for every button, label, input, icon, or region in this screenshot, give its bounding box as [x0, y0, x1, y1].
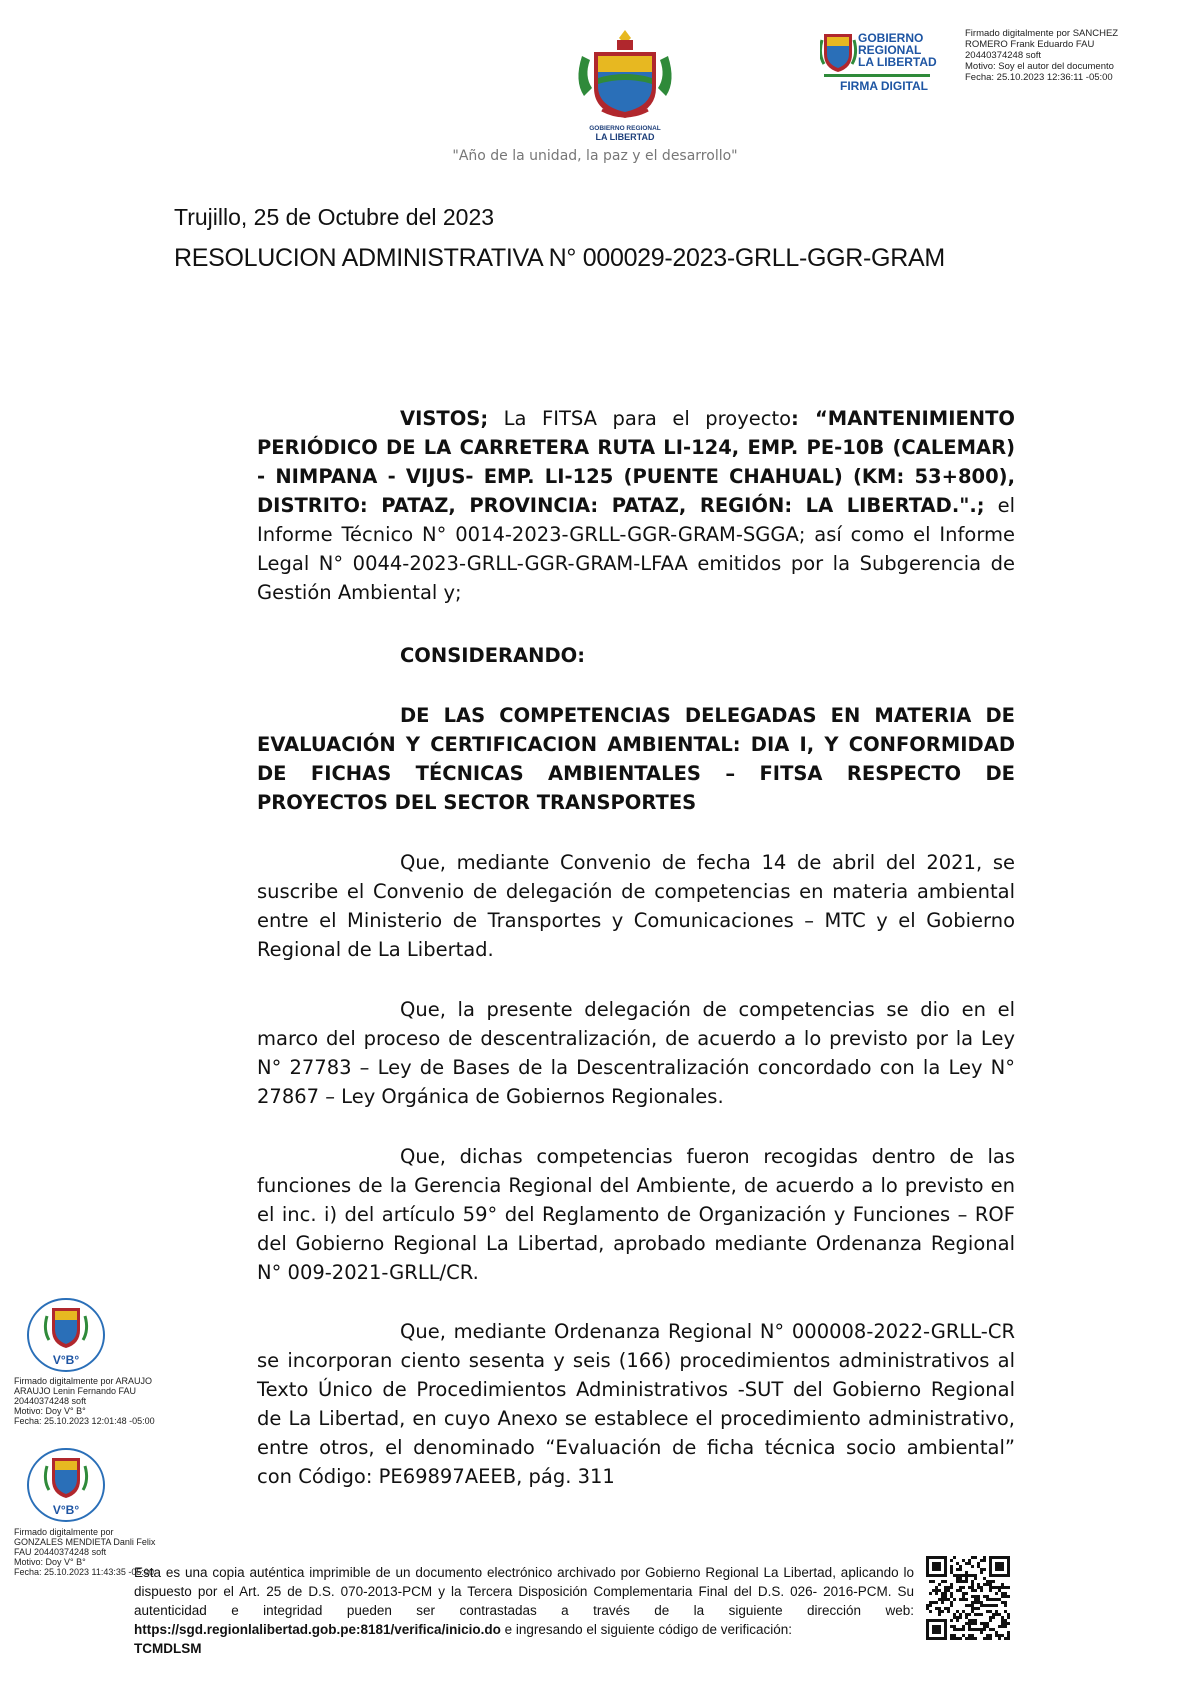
qr-module	[992, 1598, 995, 1601]
qr-module	[950, 1586, 953, 1589]
qr-module	[1007, 1616, 1010, 1619]
signature-line: Motivo: Soy el autor del documento	[965, 61, 1114, 72]
qr-module	[980, 1559, 983, 1562]
qr-module	[989, 1583, 992, 1586]
firma-digital-logo	[820, 28, 970, 96]
qr-module	[983, 1595, 986, 1598]
qr-module	[947, 1589, 950, 1592]
body-paragraph-1: Que, mediante Convenio de fecha 14 de abril del 2021, se suscribe el Convenio de delegación de competencias en materia ambiental entre el Ministerio de Transportes y Comunicaciones – MTC y el Gobierno Regional de La Libertad.	[257, 851, 1015, 961]
qr-module	[944, 1586, 947, 1589]
qr-module	[986, 1604, 989, 1607]
qr-module	[977, 1628, 980, 1631]
vobo-label: V°B°	[52, 1353, 80, 1367]
qr-module	[965, 1571, 968, 1574]
qr-module	[944, 1592, 947, 1595]
qr-module	[932, 1601, 935, 1604]
qr-module	[986, 1610, 989, 1613]
qr-module	[977, 1583, 980, 1586]
qr-module	[965, 1598, 968, 1601]
qr-module	[950, 1604, 953, 1607]
qr-module	[944, 1607, 947, 1610]
qr-module	[992, 1616, 995, 1619]
qr-module	[968, 1628, 971, 1631]
digital-signature-info	[965, 28, 1165, 83]
qr-module	[950, 1637, 953, 1640]
qr-module	[989, 1604, 992, 1607]
qr-module	[1001, 1634, 1004, 1637]
qr-module	[953, 1613, 956, 1616]
qr-module	[980, 1604, 983, 1607]
body-paragraph-2: Que, la presente delegación de competencias se dio en el marco del proceso de descentralización, de acuerdo a lo previsto por la Ley N° 27783 – Ley de Bases de la Descentralización concordado con la Ley N° 27867 – Ley Orgánica de Gobiernos Regionales.	[257, 998, 1015, 1108]
qr-module	[986, 1583, 989, 1586]
qr-module	[962, 1610, 965, 1613]
date-line: Trujillo, 25 de Octubre del 2023	[174, 204, 495, 230]
body-paragraph-3: Que, dichas competencias fueron recogidas dentro de las funciones de la Gerencia Regional del Ambiente, de acuerdo a lo previsto en el inc. i) del artículo 59° del Reglamento de Organización y Funciones – ROF del Gobierno Regional La Libertad, aprobado mediante Ordenanza Regional N° 009-2021-GRLL/CR.	[257, 1145, 1015, 1284]
qr-module	[968, 1559, 971, 1562]
qr-module	[971, 1637, 974, 1640]
qr-module	[1007, 1637, 1010, 1640]
qr-module	[968, 1574, 971, 1577]
qr-module	[995, 1586, 998, 1589]
qr-module	[977, 1601, 980, 1604]
qr-module	[968, 1604, 971, 1607]
qr-module	[986, 1637, 989, 1640]
qr-finder	[932, 1562, 941, 1571]
qr-module	[1004, 1625, 1007, 1628]
qr-module	[1001, 1619, 1004, 1622]
qr-module	[992, 1580, 995, 1583]
signature-line: ROMERO Frank Eduardo FAU	[965, 39, 1095, 50]
qr-module	[971, 1619, 974, 1622]
qr-module	[953, 1625, 956, 1628]
qr-module	[953, 1574, 956, 1577]
qr-module	[1004, 1592, 1007, 1595]
qr-module	[968, 1586, 971, 1589]
qr-module	[995, 1604, 998, 1607]
considerando-heading: CONSIDERANDO:	[400, 644, 586, 667]
verification-code: TCMDLSM	[134, 1641, 202, 1656]
vistos-label: VISTOS;	[400, 407, 489, 430]
qr-module	[959, 1574, 962, 1577]
qr-module	[995, 1592, 998, 1595]
qr-module	[983, 1577, 986, 1580]
qr-module	[956, 1577, 959, 1580]
qr-module	[1007, 1613, 1010, 1616]
regional-crest-logo	[572, 26, 678, 144]
qr-module	[959, 1589, 962, 1592]
qr-module	[971, 1595, 974, 1598]
qr-module	[971, 1580, 974, 1583]
qr-module	[941, 1610, 944, 1613]
qr-module	[944, 1589, 947, 1592]
signature-line: 20440374248 soft	[965, 50, 1042, 61]
qr-module	[983, 1625, 986, 1628]
qr-module	[998, 1598, 1001, 1601]
qr-module	[974, 1619, 977, 1622]
qr-module	[983, 1604, 986, 1607]
qr-module	[977, 1565, 980, 1568]
qr-module	[992, 1586, 995, 1589]
qr-module	[983, 1568, 986, 1571]
qr-module	[956, 1610, 959, 1613]
qr-module	[959, 1577, 962, 1580]
qr-module	[998, 1634, 1001, 1637]
qr-module	[941, 1592, 944, 1595]
crest-caption-2: LA LIBERTAD	[595, 132, 655, 142]
qr-module	[995, 1631, 998, 1634]
qr-module	[950, 1625, 953, 1628]
verification-url[interactable]: https://sgd.regionlalibertad.gob.pe:8181/verifica/inicio.do	[134, 1622, 501, 1637]
qr-module	[986, 1625, 989, 1628]
sig-logo-line3: LA LIBERTAD	[858, 55, 937, 69]
vobo-stamp-1-info: Firmado digitalmente por ARAUJO ARAUJO Lenin Fernando FAU 20440374248 soft Motivo: Doy V° B° Fecha: 25.10.2023 12:01:48 -05:00	[14, 1376, 155, 1426]
qr-module	[971, 1607, 974, 1610]
qr-module	[1001, 1595, 1004, 1598]
qr-module	[1004, 1586, 1007, 1589]
qr-module	[995, 1598, 998, 1601]
qr-module	[968, 1619, 971, 1622]
qr-module	[983, 1622, 986, 1625]
qr-module	[998, 1613, 1001, 1616]
qr-module	[1001, 1601, 1004, 1604]
qr-module	[953, 1637, 956, 1640]
qr-module	[989, 1616, 992, 1619]
qr-module	[962, 1574, 965, 1577]
qr-module	[974, 1622, 977, 1625]
qr-module	[950, 1568, 953, 1571]
qr-module	[968, 1562, 971, 1565]
qr-module	[959, 1616, 962, 1619]
vistos-text-2: el Informe Técnico N° 0014-2023-GRLL-GGR-GRAM-SGGA; así como el Informe Legal N° 0044-2023-GRLL-GGR-GRAM-LFAA emitidos por la Subgerencia de Gestión Ambiental y;	[257, 494, 1015, 604]
qr-module	[935, 1586, 938, 1589]
qr-module	[956, 1580, 959, 1583]
qr-module	[962, 1595, 965, 1598]
qr-module	[977, 1595, 980, 1598]
sig-logo-line1: GOBIERNO	[858, 31, 924, 45]
qr-module	[986, 1634, 989, 1637]
qr-code	[926, 1556, 1010, 1640]
qr-module	[1004, 1601, 1007, 1604]
qr-module	[1007, 1586, 1010, 1589]
qr-module	[1001, 1592, 1004, 1595]
year-motto: "Año de la unidad, la paz y el desarrollo"	[452, 148, 738, 164]
qr-module	[974, 1628, 977, 1631]
qr-module	[950, 1583, 953, 1586]
qr-module	[1004, 1610, 1007, 1613]
qr-module	[980, 1628, 983, 1631]
qr-module	[1007, 1622, 1010, 1625]
qr-module	[998, 1589, 1001, 1592]
qr-module	[938, 1613, 941, 1616]
qr-module	[1007, 1595, 1010, 1598]
qr-module	[962, 1586, 965, 1589]
qr-module	[953, 1634, 956, 1637]
qr-module	[962, 1628, 965, 1631]
qr-module	[947, 1586, 950, 1589]
qr-module	[971, 1556, 974, 1559]
qr-module	[971, 1604, 974, 1607]
qr-module	[941, 1580, 944, 1583]
qr-module	[968, 1634, 971, 1637]
vobo-stamp-2-info: Firmado digitalmente por GONZALES MENDIETA Danli Felix FAU 20440374248 soft Motivo: Doy V° B° Fecha: 25.10.2023 11:43:35 -05:00	[14, 1527, 156, 1577]
qr-module	[989, 1619, 992, 1622]
qr-module	[1007, 1631, 1010, 1634]
qr-module	[941, 1601, 944, 1604]
qr-module	[980, 1613, 983, 1616]
qr-module	[962, 1580, 965, 1583]
qr-module	[959, 1580, 962, 1583]
qr-module	[956, 1616, 959, 1619]
qr-module	[935, 1607, 938, 1610]
qr-module	[1004, 1619, 1007, 1622]
qr-module	[986, 1598, 989, 1601]
qr-module	[959, 1565, 962, 1568]
qr-module	[986, 1580, 989, 1583]
qr-module	[1004, 1595, 1007, 1598]
qr-module	[956, 1628, 959, 1631]
qr-module	[998, 1637, 1001, 1640]
qr-module	[968, 1622, 971, 1625]
qr-module	[953, 1616, 956, 1619]
signature-line: Fecha: 25.10.2023 12:36:11 -05:00	[965, 72, 1113, 83]
qr-module	[941, 1595, 944, 1598]
qr-module	[968, 1613, 971, 1616]
qr-module	[977, 1613, 980, 1616]
qr-module	[938, 1610, 941, 1613]
qr-module	[935, 1589, 938, 1592]
qr-module	[998, 1586, 1001, 1589]
qr-module	[1001, 1583, 1004, 1586]
qr-module	[926, 1604, 929, 1607]
qr-module	[959, 1598, 962, 1601]
qr-module	[965, 1580, 968, 1583]
qr-finder	[932, 1625, 941, 1634]
qr-module	[965, 1637, 968, 1640]
qr-module	[965, 1574, 968, 1577]
qr-module	[977, 1586, 980, 1589]
qr-module	[935, 1601, 938, 1604]
qr-module	[962, 1592, 965, 1595]
qr-module	[983, 1637, 986, 1640]
qr-module	[944, 1595, 947, 1598]
qr-module	[962, 1634, 965, 1637]
qr-module	[980, 1622, 983, 1625]
qr-module	[959, 1637, 962, 1640]
qr-module	[971, 1610, 974, 1613]
qr-module	[974, 1601, 977, 1604]
qr-module	[944, 1598, 947, 1601]
qr-module	[980, 1631, 983, 1634]
qr-module	[1001, 1625, 1004, 1628]
qr-module	[971, 1583, 974, 1586]
qr-module	[932, 1580, 935, 1583]
qr-module	[941, 1598, 944, 1601]
qr-module	[971, 1628, 974, 1631]
qr-module	[959, 1586, 962, 1589]
qr-module	[971, 1601, 974, 1604]
qr-module	[1001, 1622, 1004, 1625]
qr-module	[950, 1601, 953, 1604]
qr-module	[971, 1565, 974, 1568]
qr-module	[962, 1559, 965, 1562]
qr-module	[992, 1613, 995, 1616]
qr-module	[938, 1607, 941, 1610]
qr-module	[944, 1580, 947, 1583]
qr-module	[965, 1604, 968, 1607]
qr-module	[974, 1607, 977, 1610]
qr-module	[989, 1586, 992, 1589]
qr-module	[980, 1568, 983, 1571]
qr-module	[956, 1589, 959, 1592]
qr-module	[971, 1622, 974, 1625]
qr-module	[974, 1589, 977, 1592]
qr-module	[953, 1628, 956, 1631]
qr-module	[965, 1622, 968, 1625]
qr-module	[980, 1601, 983, 1604]
qr-module	[950, 1595, 953, 1598]
sig-logo-line2: REGIONAL	[858, 43, 922, 57]
qr-module	[953, 1556, 956, 1559]
qr-module	[974, 1595, 977, 1598]
qr-module	[956, 1568, 959, 1571]
qr-module	[995, 1634, 998, 1637]
qr-module	[974, 1574, 977, 1577]
qr-module	[992, 1628, 995, 1631]
qr-module	[971, 1586, 974, 1589]
qr-module	[929, 1580, 932, 1583]
qr-module	[974, 1637, 977, 1640]
qr-module	[971, 1574, 974, 1577]
qr-module	[935, 1592, 938, 1595]
qr-module	[959, 1628, 962, 1631]
qr-module	[974, 1556, 977, 1559]
qr-module	[950, 1559, 953, 1562]
qr-module	[956, 1637, 959, 1640]
qr-module	[974, 1577, 977, 1580]
qr-module	[965, 1616, 968, 1619]
vistos-project: : “MANTENIMIENTO PERIÓDICO DE LA CARRETERA RUTA LI-124, EMP. PE-10B (CALEMAR) - NIMPANA - VIJUS- EMP. LI-125 (PUENTE CHAHUAL) (KM: 53+800), DISTRITO: PATAZ, PROVINCIA: PATAZ, REGIÓN: LA LIBERTAD.".;	[257, 407, 1015, 517]
qr-module	[1004, 1604, 1007, 1607]
qr-module	[950, 1592, 953, 1595]
qr-module	[1001, 1616, 1004, 1619]
qr-module	[953, 1598, 956, 1601]
qr-module	[1007, 1634, 1010, 1637]
qr-module	[968, 1625, 971, 1628]
qr-module	[932, 1589, 935, 1592]
qr-module	[989, 1598, 992, 1601]
qr-module	[962, 1625, 965, 1628]
qr-module	[950, 1619, 953, 1622]
qr-module	[962, 1598, 965, 1601]
qr-module	[977, 1598, 980, 1601]
qr-module	[989, 1634, 992, 1637]
vobo-seal-2	[25, 1446, 107, 1524]
qr-module	[956, 1619, 959, 1622]
vistos-text-1: La FITSA para el proyecto	[488, 407, 792, 430]
qr-module	[983, 1628, 986, 1631]
qr-module	[956, 1574, 959, 1577]
qr-module	[980, 1571, 983, 1574]
qr-module	[995, 1613, 998, 1616]
qr-module	[968, 1637, 971, 1640]
sig-logo-caption: FIRMA DIGITAL	[840, 79, 928, 93]
competencias-heading: DE LAS COMPETENCIAS DELEGADAS EN MATERIA DE EVALUACIÓN Y CERTIFICACION AMBIENTAL: DIA I, Y CONFORMIDAD DE FICHAS TÉCNICAS AMBIENTALES – FITSA RESPECTO DE PROYECTOS DEL SECTOR TRANSPORTES	[257, 704, 1015, 814]
qr-module	[950, 1565, 953, 1568]
vistos-paragraph	[257, 404, 1015, 607]
qr-module	[965, 1592, 968, 1595]
qr-module	[989, 1628, 992, 1631]
qr-module	[1004, 1637, 1007, 1640]
qr-module	[980, 1586, 983, 1589]
verification-footer: Esta es una copia auténtica imprimible de un documento electrónico archivado por Gobierno Regional La Libertad, aplicando lo dispuesto por el Art. 25 de D.S. 070-2013-PCM y la Tercera Disposición Complementaria Final del D.S. 026- 2016-PCM. Su autenticidad e integridad pueden ser contrastadas a través de la siguiente dirección web: https://sgd.regionlalibertad.gob.pe:8181/verifica/inicio.do e ingresando el siguiente código de verificación: TCMDLSM	[134, 1565, 914, 1656]
qr-module	[989, 1610, 992, 1613]
vobo-seal-1	[25, 1296, 107, 1374]
qr-module	[1004, 1622, 1007, 1625]
qr-module	[929, 1601, 932, 1604]
qr-module	[992, 1604, 995, 1607]
qr-module	[989, 1580, 992, 1583]
qr-module	[974, 1598, 977, 1601]
qr-module	[959, 1568, 962, 1571]
qr-module	[938, 1598, 941, 1601]
qr-module	[983, 1559, 986, 1562]
qr-module	[959, 1613, 962, 1616]
qr-module	[989, 1589, 992, 1592]
qr-module	[980, 1589, 983, 1592]
crest-caption-1: GOBIERNO REGIONAL	[589, 125, 661, 132]
qr-module	[1001, 1586, 1004, 1589]
qr-module	[950, 1634, 953, 1637]
qr-module	[965, 1562, 968, 1565]
qr-module	[986, 1595, 989, 1598]
qr-module	[947, 1598, 950, 1601]
qr-module	[995, 1610, 998, 1613]
qr-module	[965, 1613, 968, 1616]
vobo-label: V°B°	[52, 1503, 80, 1517]
qr-module	[926, 1607, 929, 1610]
qr-module	[977, 1607, 980, 1610]
qr-module	[965, 1577, 968, 1580]
qr-module	[938, 1589, 941, 1592]
qr-module	[971, 1634, 974, 1637]
signature-line: Firmado digitalmente por SANCHEZ	[965, 28, 1119, 39]
qr-finder	[995, 1562, 1004, 1571]
qr-module	[977, 1562, 980, 1565]
qr-module	[947, 1610, 950, 1613]
resolution-title: RESOLUCION ADMINISTRATIVA N° 000029-2023-GRLL-GGR-GRAM	[174, 244, 945, 272]
qr-module	[929, 1610, 932, 1613]
qr-module	[950, 1571, 953, 1574]
qr-module	[989, 1637, 992, 1640]
qr-module	[983, 1583, 986, 1586]
qr-module	[971, 1589, 974, 1592]
qr-module	[998, 1625, 1001, 1628]
body-paragraph-4: Que, mediante Ordenanza Regional N° 000008-2022-GRLL-CR se incorporan ciento sesenta y seis (166) procedimientos administrativos al Texto Único de Procedimientos Administrativos -SUT del Gobierno Regional de La Libertad, en cuyo Anexo se establece el procedimiento administrativo, entre otros, el denominado “Evaluación de ficha técnica socio ambiental” con Código: PE69897AEEB, pág. 311	[257, 1320, 1015, 1488]
qr-module	[986, 1622, 989, 1625]
qr-module	[974, 1613, 977, 1616]
qr-module	[947, 1607, 950, 1610]
qr-module	[929, 1592, 932, 1595]
qr-module	[938, 1583, 941, 1586]
qr-module	[956, 1562, 959, 1565]
qr-module	[983, 1556, 986, 1559]
qr-module	[929, 1604, 932, 1607]
